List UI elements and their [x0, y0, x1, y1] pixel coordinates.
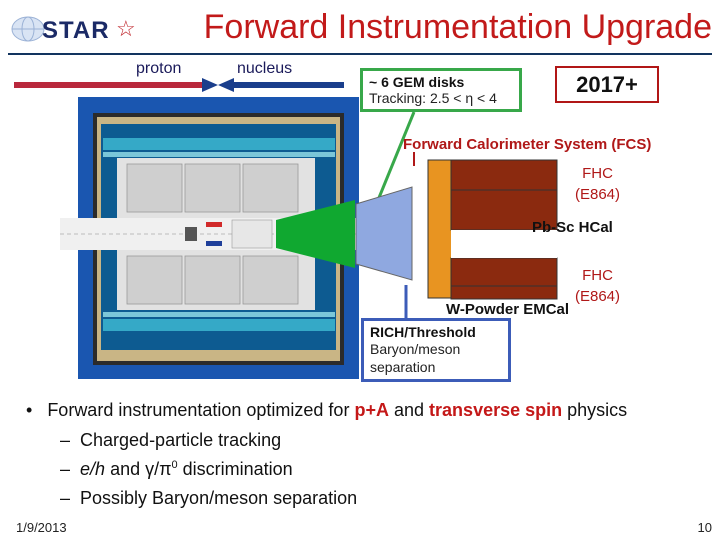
- nucleus-beam-arrow: [218, 78, 344, 92]
- logo-text: STAR: [42, 17, 110, 44]
- bullet-sub2-rest: and γ/π: [110, 459, 172, 479]
- fhc-top-label: [575, 163, 620, 205]
- bullet-sub-tracking: – Charged-particle tracking: [60, 430, 282, 450]
- rich-detector: [356, 187, 412, 280]
- gem-callout: [360, 68, 522, 112]
- hcal-bottom-lower: [451, 286, 557, 299]
- slide-date: 1/9/2013: [16, 520, 67, 535]
- nucleus-label: nucleus: [237, 60, 293, 77]
- bullet-sub2-sup: 0: [171, 459, 178, 471]
- fhc-top-line2: (E864): [575, 186, 621, 203]
- wpowder-emcal-label: W-Powder EMCal: [446, 301, 570, 318]
- bullet-sub3-text: Possibly Baryon/meson separation: [80, 488, 358, 508]
- fhc-top-line1: FHC: [582, 165, 613, 182]
- gem-title: ~ 6 GEM disks: [369, 74, 465, 90]
- bullet-dot: •: [26, 400, 48, 420]
- fhc-bottom-line1: FHC: [582, 267, 613, 284]
- rich-sub-line2: separation: [370, 359, 436, 375]
- highlight-transverse-spin: transverse spin: [429, 400, 563, 420]
- slide-number: 10: [697, 520, 712, 535]
- bullet-sub2-end: discrimination: [182, 459, 293, 479]
- rich-title: RICH/Threshold: [370, 324, 476, 340]
- hcal-top-upper: [451, 160, 557, 190]
- gem-tracking-range: Tracking: 2.5 < η < 4: [369, 90, 497, 106]
- page-title: Forward Instrumentation Upgrade: [203, 8, 712, 46]
- emcal-block: [428, 160, 452, 298]
- fhc-bottom-line2: (E864): [575, 288, 621, 305]
- pbsc-hcal-label: Pb-Sc HCal: [532, 219, 613, 236]
- bullet-main-and: and: [393, 400, 425, 420]
- bullet-main: [26, 400, 627, 421]
- rich-sub-line1: Baryon/meson: [370, 341, 461, 357]
- proton-beam-arrow: [14, 78, 218, 92]
- hcal-bottom-upper: [451, 258, 557, 286]
- star-icon: ☆: [116, 16, 136, 41]
- bullet-main-prefix: Forward instrumentation optimized for: [47, 400, 350, 420]
- bullet-sub-baryon: – Possibly Baryon/meson separation: [60, 488, 358, 508]
- bullet-sub-discrimination: – e/h and $\gamma/\pi^0$ discrimination: [60, 459, 293, 479]
- rich-description: [370, 340, 508, 376]
- bullet-sub1-text: Charged-particle tracking: [80, 430, 282, 450]
- year-badge: 2017+: [555, 66, 659, 103]
- highlight-pa: p+A: [354, 400, 389, 420]
- rich-callout: [361, 318, 511, 382]
- fhc-bottom-label: [575, 265, 620, 307]
- fcs-title: Forward Calorimeter System (FCS): [403, 136, 652, 153]
- proton-label: proton: [136, 60, 182, 77]
- bullet-main-suffix: physics: [567, 400, 628, 420]
- bullet-sub2-eh: e/h: [80, 459, 106, 479]
